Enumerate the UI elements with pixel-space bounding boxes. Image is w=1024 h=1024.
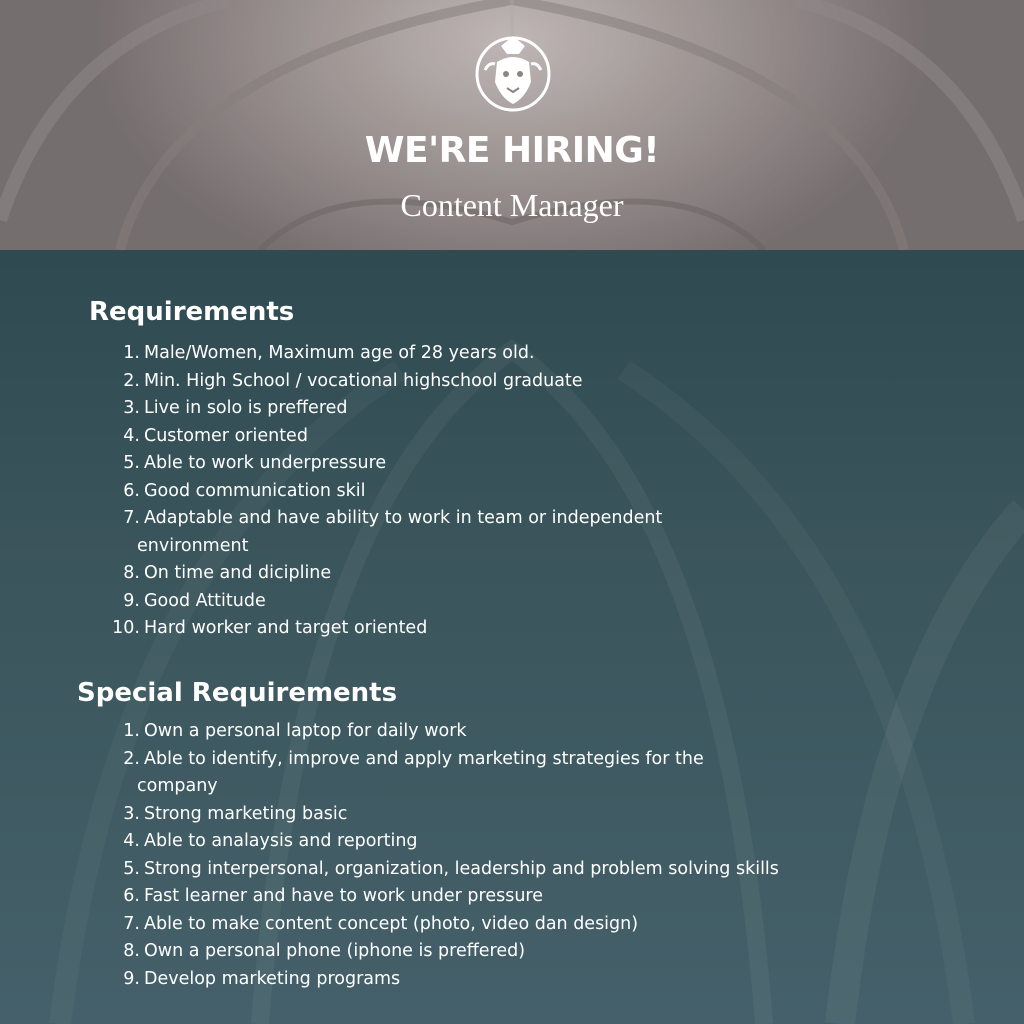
list-item: 4. Customer oriented — [123, 425, 308, 446]
special-requirements-heading: Special Requirements — [77, 678, 398, 708]
list-item: 2. Min. High School / vocational highschool graduate — [123, 370, 583, 391]
list-item: 5. Able to work underpressure — [123, 453, 387, 473]
requirements-list — [100, 340, 920, 643]
job-title: Content Manager — [400, 187, 624, 223]
list-item: 9. Good Attitude — [123, 590, 266, 611]
ceiling-photo — [0, 0, 1024, 250]
lion-head-crest-icon — [473, 32, 553, 114]
list-item: 3. Live in solo is preffered — [123, 398, 348, 418]
list-item: 4. Able to analaysis and reporting — [123, 831, 418, 851]
list-item: 1. Male/Women, Maximum age of 28 years old. — [123, 343, 535, 363]
list-item: 2. Able to identify, improve and apply marketing strategies for the company — [123, 748, 704, 796]
special-requirements-list — [100, 718, 940, 993]
page-title: WE'RE HIRING! — [364, 130, 660, 171]
list-item: 10. Hard worker and target oriented — [112, 618, 428, 638]
list-item: 6. Fast learner and have to work under pressure — [123, 886, 544, 906]
list-item: 3. Strong marketing basic — [123, 803, 348, 824]
requirements-heading: Requirements — [89, 297, 295, 327]
list-item: 9. Develop marketing programs — [123, 968, 401, 989]
list-item: 5. Strong interpersonal, organization, leadership and problem solving skills — [123, 858, 779, 879]
list-item: 6. Good communication skil — [123, 480, 366, 501]
list-item: 7. Able to make content concept (photo, video dan design) — [123, 913, 639, 934]
list-item: 7. Adaptable and have ability to work in team or independent environment — [123, 508, 663, 556]
list-item: 1. Own a personal laptop for daily work — [123, 721, 467, 741]
list-item: 8. On time and dicipline — [123, 563, 332, 583]
list-item: 8. Own a personal phone (iphone is preffered) — [123, 941, 526, 961]
